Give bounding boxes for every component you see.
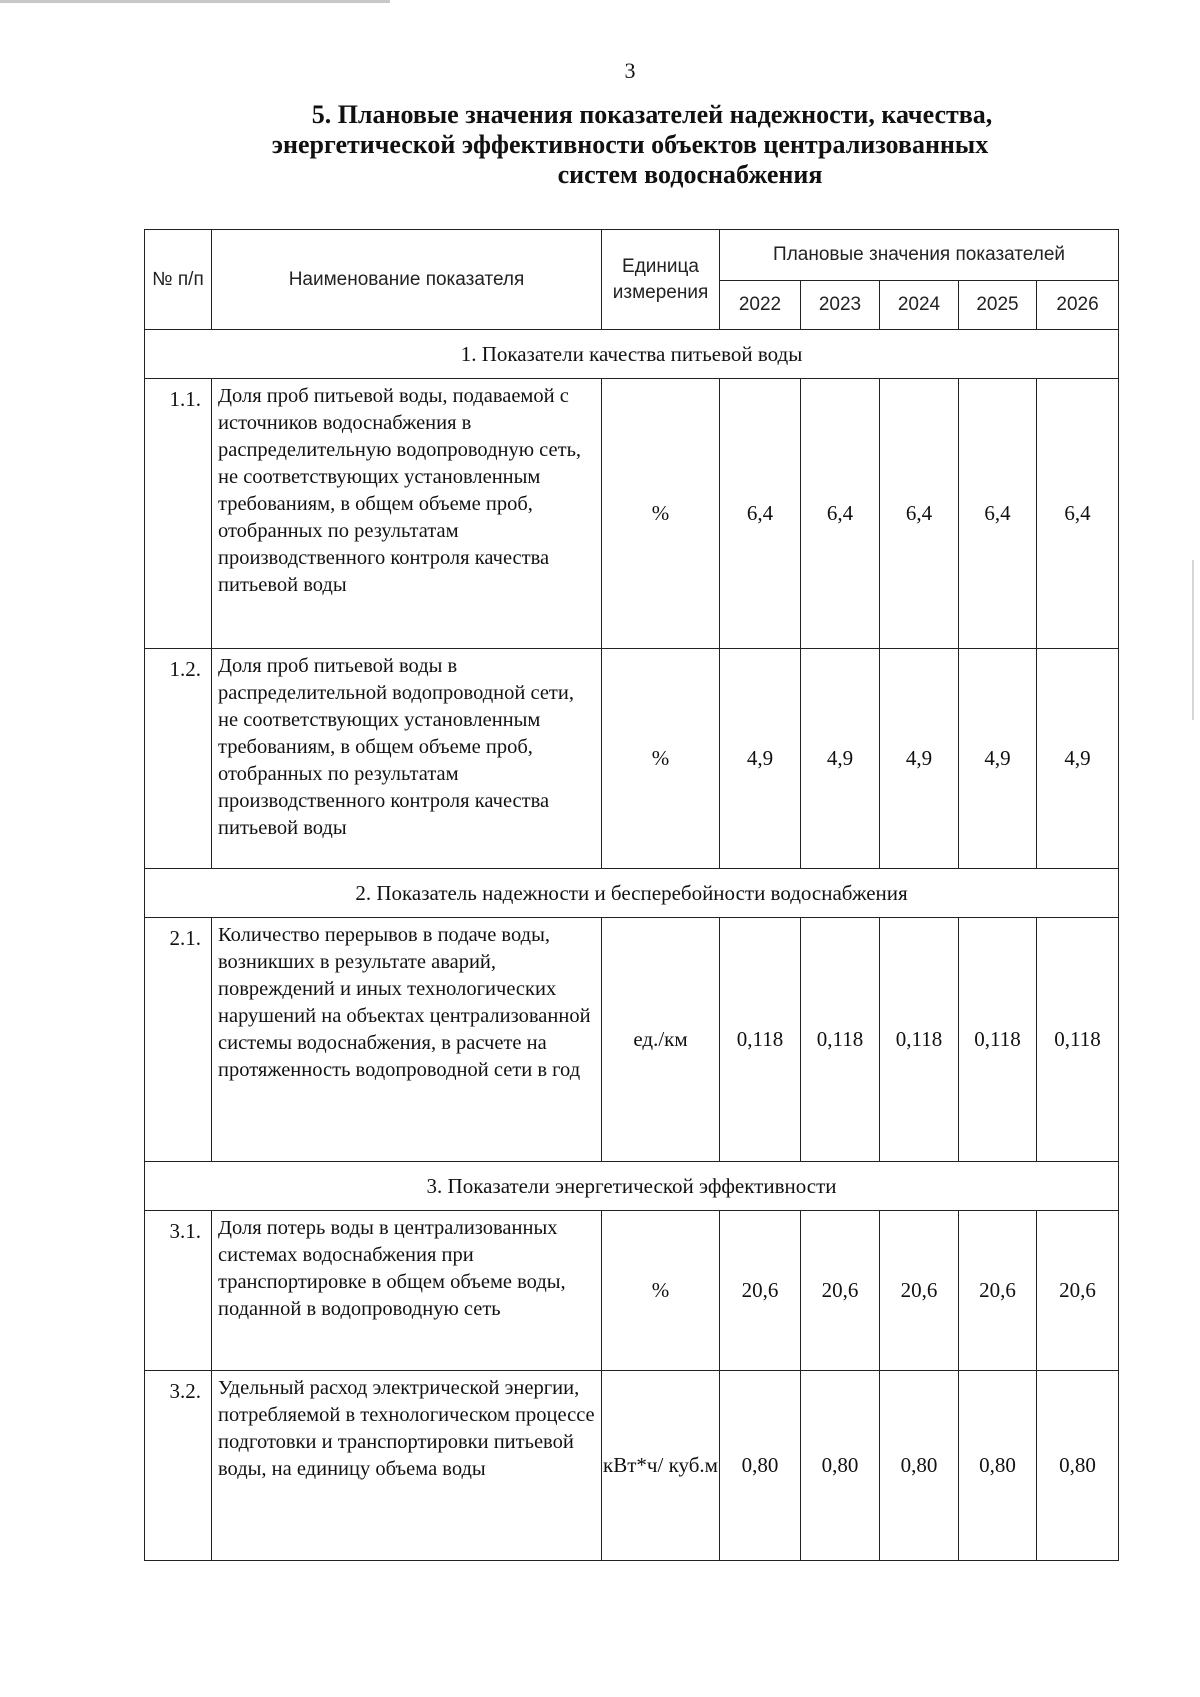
header-year: 2023 [801, 281, 880, 330]
value-cell: 0,118 [880, 918, 959, 1162]
table-row [145, 649, 1119, 869]
value-cell: 6,4 [801, 379, 880, 649]
header-name: Наименование показателя [212, 230, 602, 330]
indicator-unit: ед./км [602, 918, 720, 1162]
value-cell: 20,6 [801, 1211, 880, 1371]
value-cell: 0,80 [1037, 1371, 1119, 1561]
indicator-unit: % [602, 379, 720, 649]
indicator-name: Количество перерывов в подаче воды, возникших в результате аварий, повреждений и иных технологических нарушений на объектах централизованной системы водоснабжения, в расчете на протяженность водопроводной сети в год [212, 918, 602, 1162]
row-number: 3.2. [145, 1371, 212, 1561]
header-unit: Единица измерения [602, 230, 720, 330]
header-row-1 [145, 230, 1119, 281]
header-year: 2024 [880, 281, 959, 330]
scan-edge-top [0, 0, 390, 3]
value-cell: 0,80 [720, 1371, 801, 1561]
value-cell: 6,4 [880, 379, 959, 649]
table-row [145, 1211, 1119, 1371]
value-cell: 6,4 [1037, 379, 1119, 649]
value-cell: 0,80 [801, 1371, 880, 1561]
value-cell: 0,118 [959, 918, 1037, 1162]
value-cell: 0,118 [801, 918, 880, 1162]
header-year: 2025 [959, 281, 1037, 330]
value-cell: 6,4 [720, 379, 801, 649]
section-title: 2. Показатель надежности и бесперебойности водоснабжения [145, 869, 1119, 918]
page-number: 3 [624, 58, 636, 83]
value-cell: 4,9 [959, 649, 1037, 869]
table-row [145, 1371, 1119, 1561]
indicator-name: Доля проб питьевой воды в распределительной водопроводной сети, не соответствующих установленным требованиям, в общем объеме проб, отобранных по результатам производственного контроля качества питьевой воды [212, 649, 602, 869]
section-row [145, 330, 1119, 379]
section-title: 1. Показатели качества питьевой воды [145, 330, 1119, 379]
indicator-unit: кВт*ч/ куб.м [602, 1371, 720, 1561]
value-cell: 0,118 [720, 918, 801, 1162]
value-cell: 4,9 [1037, 649, 1119, 869]
value-cell: 20,6 [880, 1211, 959, 1371]
row-number: 1.1. [145, 379, 212, 649]
header-num: № п/п [145, 230, 212, 330]
scan-edge-right [1192, 560, 1194, 720]
title-line-3: систем водоснабжения [557, 160, 823, 189]
title-line-2: энергетической эффективности объектов централизованных [271, 130, 989, 159]
value-cell: 20,6 [720, 1211, 801, 1371]
header-year: 2022 [720, 281, 801, 330]
row-number: 1.2. [145, 649, 212, 869]
indicator-name: Доля проб питьевой воды, подаваемой с источников водоснабжения в распределительную водопроводную сеть, не соответствующих установленным требованиям, в общем объеме проб, отобранных по результатам производственного контроля качества питьевой воды [212, 379, 602, 649]
value-cell: 4,9 [720, 649, 801, 869]
value-cell: 20,6 [1037, 1211, 1119, 1371]
header-plan: Плановые значения показателей [720, 230, 1119, 281]
section-row [145, 869, 1119, 918]
section-title: 3. Показатели энергетической эффективности [145, 1162, 1119, 1211]
title-line-1: 5. Плановые значения показателей надежности, качества, [311, 100, 993, 129]
indicator-name: Удельный расход электрической энергии, потребляемой в технологическом процессе подготовки и транспортировки питьевой воды, на единицу объема воды [212, 1371, 602, 1561]
indicator-unit: % [602, 649, 720, 869]
value-cell: 20,6 [959, 1211, 1037, 1371]
table-row [145, 379, 1119, 649]
header-year: 2026 [1037, 281, 1119, 330]
value-cell: 6,4 [959, 379, 1037, 649]
table-row [145, 918, 1119, 1162]
indicator-name: Доля потерь воды в централизованных системах водоснабжения при транспортировке в общем объеме воды, поданной в водопроводную сеть [212, 1211, 602, 1371]
indicators-table [144, 229, 1119, 1561]
row-number: 3.1. [145, 1211, 212, 1371]
indicator-unit: % [602, 1211, 720, 1371]
value-cell: 4,9 [880, 649, 959, 869]
document-title [200, 100, 1060, 190]
row-number: 2.1. [145, 918, 212, 1162]
value-cell: 0,80 [959, 1371, 1037, 1561]
section-row [145, 1162, 1119, 1211]
value-cell: 0,80 [880, 1371, 959, 1561]
value-cell: 4,9 [801, 649, 880, 869]
value-cell: 0,118 [1037, 918, 1119, 1162]
